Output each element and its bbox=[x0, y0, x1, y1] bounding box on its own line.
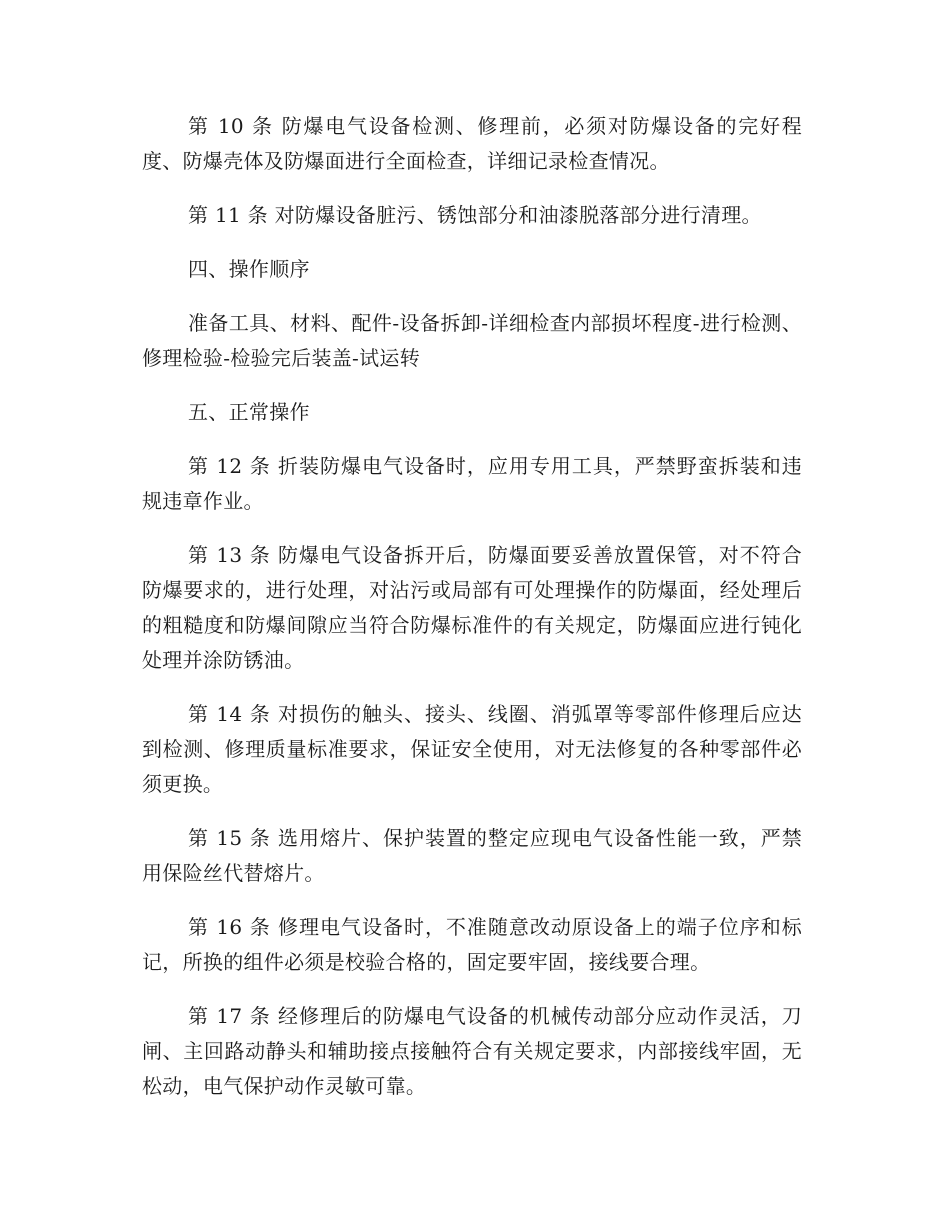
article-14-paragraph: 第 14 条 对损伤的触头、接头、线圈、消弧罩等零部件修理后应达到检测、修理质量标准要求，保证安全使用，对无法修复的各种零部件必须更换。 bbox=[142, 702, 802, 796]
article-17-paragraph: 第 17 条 经修理后的防爆电气设备的机械传动部分应动作灵活，刀闸、主回路动静头和辅助接点接触符合有关规定要求，内部接线牢固，无松动，电气保护动作灵敏可靠。 bbox=[142, 1004, 802, 1098]
article-12-paragraph: 第 12 条 折装防爆电气设备时，应用专用工具，严禁野蛮拆装和违规违章作业。 bbox=[142, 454, 802, 513]
article-11-paragraph: 第 11 条 对防爆设备脏污、锈蚀部分和油漆脱落部分进行清理。 bbox=[188, 203, 762, 227]
article-10-paragraph: 第 10 条 防爆电气设备检测、修理前，必须对防爆设备的完好程度、防爆壳体及防爆面进行全面检查，详细记录检查情况。 bbox=[142, 114, 802, 173]
section-heading-operation-order: 四、操作顺序 bbox=[188, 257, 310, 281]
article-13-paragraph: 第 13 条 防爆电气设备拆开后，防爆面要妥善放置保管，对不符合防爆要求的，进行处理，对沾污或局部有可处理操作的防爆面，经处理后的粗糙度和防爆间隙应当符合防爆标准件的有关规定，防爆面应进行钝化处理并涂防锈油。 bbox=[142, 543, 802, 672]
document-body bbox=[142, 109, 802, 1123]
article-16-paragraph: 第 16 条 修理电气设备时，不准随意改动原设备上的端子位序和标记，所换的组件必须是校验合格的，固定要牢固，接线要合理。 bbox=[142, 915, 802, 974]
article-15-paragraph: 第 15 条 选用熔片、保护装置的整定应现电气设备性能一致，严禁用保险丝代替熔片。 bbox=[142, 826, 802, 885]
section-heading-normal-operation: 五、正常操作 bbox=[188, 400, 310, 424]
operation-order-paragraph: 准备工具、材料、配件-设备拆卸-详细检查内部损坏程度-进行检测、修理检验-检验完后装盖-试运转 bbox=[142, 311, 802, 370]
